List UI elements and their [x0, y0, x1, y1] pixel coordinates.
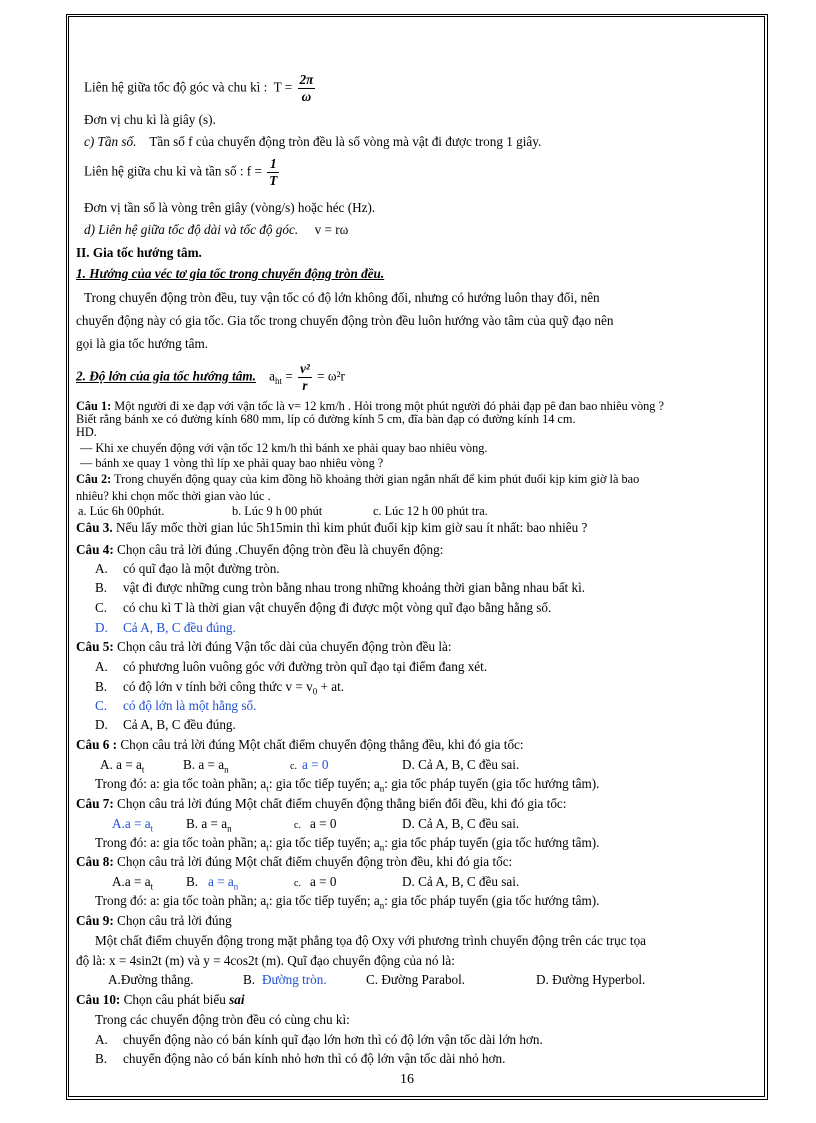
question-1-line: Biết rằng bánh xe có đường kính 680 mm, líp có đường kính 5 cm, đĩa bàn đạp có đường kính 14 cm.	[76, 412, 576, 426]
q10-option-a-text: chuyển động nào có bán kính quĩ đạo lớn hơn thì có độ lớn vận tốc dài lớn hơn.	[123, 1032, 543, 1047]
q4-option-b-text: vật đi được những cung tròn bằng nhau trong những khoảng thời gian bằng nhau bất kì.	[123, 580, 586, 595]
fraction-1-T: $\frac{1}{T}$	[269, 156, 278, 188]
question-3: Câu 3. Nếu lấy mốc thời gian lúc 5h15min thì kim phút đuổi kịp kim giờ sau ít nhất: bao nhiêu ?	[76, 520, 588, 535]
q10-option-b: B.	[95, 1051, 108, 1066]
q8-option-b-label: B.	[186, 874, 199, 889]
q6-option-d: D. Cả A, B, C đều sai.	[402, 757, 520, 772]
heading-magnitude: 2. Độ lớn của gia tốc hướng tâm. $a_{ht}$ = $\frac{\text{v²}}{r}$ = ω²r	[76, 361, 345, 393]
period-unit: Đơn vị chu kì là giây (s).	[84, 112, 216, 127]
q5-option-c: C.	[95, 698, 108, 713]
q8-option-b: $a = a_n$	[208, 874, 239, 892]
q6-option-c: a = 0	[302, 757, 329, 772]
q6-option-b: B. $a = a_n$	[183, 757, 229, 775]
q4-option-c: C.	[95, 600, 108, 615]
question-2-line: nhiêu? khi chọn mốc thời gian vào lúc .	[76, 489, 271, 503]
heading-direction: 1. Hướng của véc tơ gia tốc trong chuyển động tròn đều.	[76, 266, 385, 281]
q8-option-c-label: c.	[294, 878, 301, 889]
q5-option-a: A.	[95, 659, 108, 674]
q8-option-a: $A.a = a_t$	[112, 874, 154, 892]
frequency-definition: c) Tần số. Tần số f của chuyển động tròn đều là số vòng mà vật đi được trong 1 giây.	[84, 134, 542, 149]
frequency-unit: Đơn vị tần số là vòng trên giây (vòng/s) hoặc héc (Hz).	[84, 200, 376, 215]
question-2-option-c: c. Lúc 12 h 00 phút tra.	[373, 504, 488, 518]
q7-option-c-label: c.	[294, 820, 301, 831]
hint-label: HD.	[76, 425, 97, 439]
q7-option-b: B. $a = a_n$	[186, 816, 232, 834]
q9-option-d: D. Đường Hyperbol.	[536, 972, 646, 987]
question-6: Câu 6 : Chọn câu trả lời đúng Một chất điểm chuyển động thẳng đều, khi đó gia tốc:	[76, 737, 524, 752]
q4-option-d-text: Cả A, B, C đều đúng.	[123, 620, 236, 635]
q4-option-a: A.	[95, 561, 108, 576]
fraction-v2-r: $\frac{\text{v²}}{r}$	[300, 361, 310, 393]
q6-option-c-label: c.	[290, 761, 297, 772]
q10-paragraph: Trong các chuyển động tròn đều có cùng chu kì:	[95, 1012, 350, 1027]
question-7: Câu 7: Chọn câu trả lời đúng Một chất điểm chuyển động thẳng biến đổi đều, khi đó gia tốc:	[76, 796, 567, 811]
period-relation: Liên hệ giữa tốc độ góc và chu kì : T = $\frac{2\pi}{\omega}$	[84, 72, 314, 104]
q7-option-c: a = 0	[310, 816, 337, 831]
question-9: Câu 9: Chọn câu trả lời đúng	[76, 913, 232, 928]
question-2: Câu 2: Trong chuyển động quay của kim đồng hồ khoảng thời gian ngắn nhất để kim phút đuổi kịp kim giờ là bao	[76, 472, 640, 486]
hint-item: — Khi xe chuyển động với vận tốc 12 km/h thì bánh xe phải quay bao nhiêu vòng.	[80, 441, 488, 455]
q5-option-c-text: có độ lớn là một hằng số.	[123, 698, 257, 713]
question-5: Câu 5: Chọn câu trả lời đúng Vận tốc dài của chuyển động tròn đều là:	[76, 639, 452, 654]
q4-option-a-text: có quĩ đạo là một đường tròn.	[123, 561, 280, 576]
q9-paragraph: độ là: x = 4sin2t (m) và y = 4cos2t (m). Quĩ đạo chuyển động của nó là:	[76, 953, 455, 968]
q8-note: Trong đó: a: gia tốc toàn phần; $a_t$: gia tốc tiếp tuyến; $a_n$: gia tốc pháp tuyến (gia tốc hướng tâm).	[95, 893, 600, 911]
speed-relation: d) Liên hệ giữa tốc độ dài và tốc độ góc. v = rω	[84, 222, 349, 237]
q5-option-b: B.	[95, 679, 108, 694]
q4-option-b: B.	[95, 580, 108, 595]
q8-option-c: a = 0	[310, 874, 337, 889]
paragraph-line: Trong chuyển động tròn đều, tuy vận tốc có độ lớn không đổi, nhưng có hướng luôn thay đổi, nên	[84, 290, 600, 305]
q5-option-d-text: Cả A, B, C đều đúng.	[123, 717, 236, 732]
q10-option-b-text: chuyển động nào có bán kính nhỏ hơn thì có độ lớn vận tốc dài nhỏ hơn.	[123, 1051, 506, 1066]
paragraph-line: gọi là gia tốc hướng tâm.	[76, 336, 209, 351]
q9-option-c: C. Đường Parabol.	[366, 972, 466, 987]
question-2-option-b: b. Lúc 9 h 00 phút	[232, 504, 323, 518]
q5-option-d: D.	[95, 717, 108, 732]
page-number: 16	[400, 1072, 414, 1087]
q4-option-c-text: có chu kì T là thời gian vật chuyển động đi được một vòng quĩ đạo bằng hằng số.	[123, 600, 552, 615]
paragraph-line: chuyển động này có gia tốc. Gia tốc trong chuyển động tròn đều luôn hướng vào tâm của quỹ đạo nên	[76, 313, 614, 328]
question-10: Câu 10: Chọn câu phát biểu sai	[76, 992, 245, 1007]
period-frequency-relation: Liên hệ giữa chu kì và tần số : f = $\frac{1}{T}$	[84, 156, 278, 188]
q9-option-b-label: B.	[243, 972, 256, 987]
q7-note: Trong đó: a: gia tốc toàn phần; $a_t$: gia tốc tiếp tuyến; $a_n$: gia tốc pháp tuyến (gia tốc hướng tâm).	[95, 835, 600, 853]
q9-option-a: A.Đường thẳng.	[108, 972, 194, 987]
q7-option-d: D. Cả A, B, C đều sai.	[402, 816, 520, 831]
q5-option-a-text: có phương luôn vuông góc với đường tròn quĩ đạo tại điểm đang xét.	[123, 659, 488, 674]
question-2-option-a: a. Lúc 6h 00phút.	[78, 504, 165, 518]
q6-option-a: A. $a = a_t$	[100, 757, 145, 775]
q10-option-a: A.	[95, 1032, 108, 1047]
question-8: Câu 8: Chọn câu trả lời đúng Một chất điểm chuyển động tròn đều, khi đó gia tốc:	[76, 854, 513, 869]
question-1: Câu 1: Một người đi xe đạp với vận tốc là v= 12 km/h . Hỏi trong một phút người đó phải đạp pê đan bao nhiêu vòng ?	[76, 399, 664, 413]
fraction-2pi-omega: $\frac{2\pi}{\omega}$	[299, 72, 314, 104]
q4-option-d: D.	[95, 620, 108, 635]
q7-option-a: $A.a = a_t$	[112, 816, 154, 834]
q9-paragraph: Một chất điểm chuyển động trong mặt phẳng tọa độ Oxy với phương trình chuyển động trên các trục tọa	[95, 933, 647, 948]
q9-option-b: Đường tròn.	[262, 972, 327, 987]
q8-option-d: D. Cả A, B, C đều sai.	[402, 874, 520, 889]
q5-option-b-text: có độ lớn v tính bởi công thức $v = v_0$ + at.	[123, 679, 345, 697]
question-4: Câu 4: Chọn câu trả lời đúng .Chuyển động tròn đều là chuyển động:	[76, 542, 444, 557]
section-title: II. Gia tốc hướng tâm.	[76, 245, 202, 260]
q6-note: Trong đó: a: gia tốc toàn phần; $a_t$: gia tốc tiếp tuyến; $a_n$: gia tốc pháp tuyến (gia tốc hướng tâm).	[95, 776, 600, 794]
hint-item: — bánh xe quay 1 vòng thì líp xe phải quay bao nhiêu vòng ?	[80, 456, 384, 470]
